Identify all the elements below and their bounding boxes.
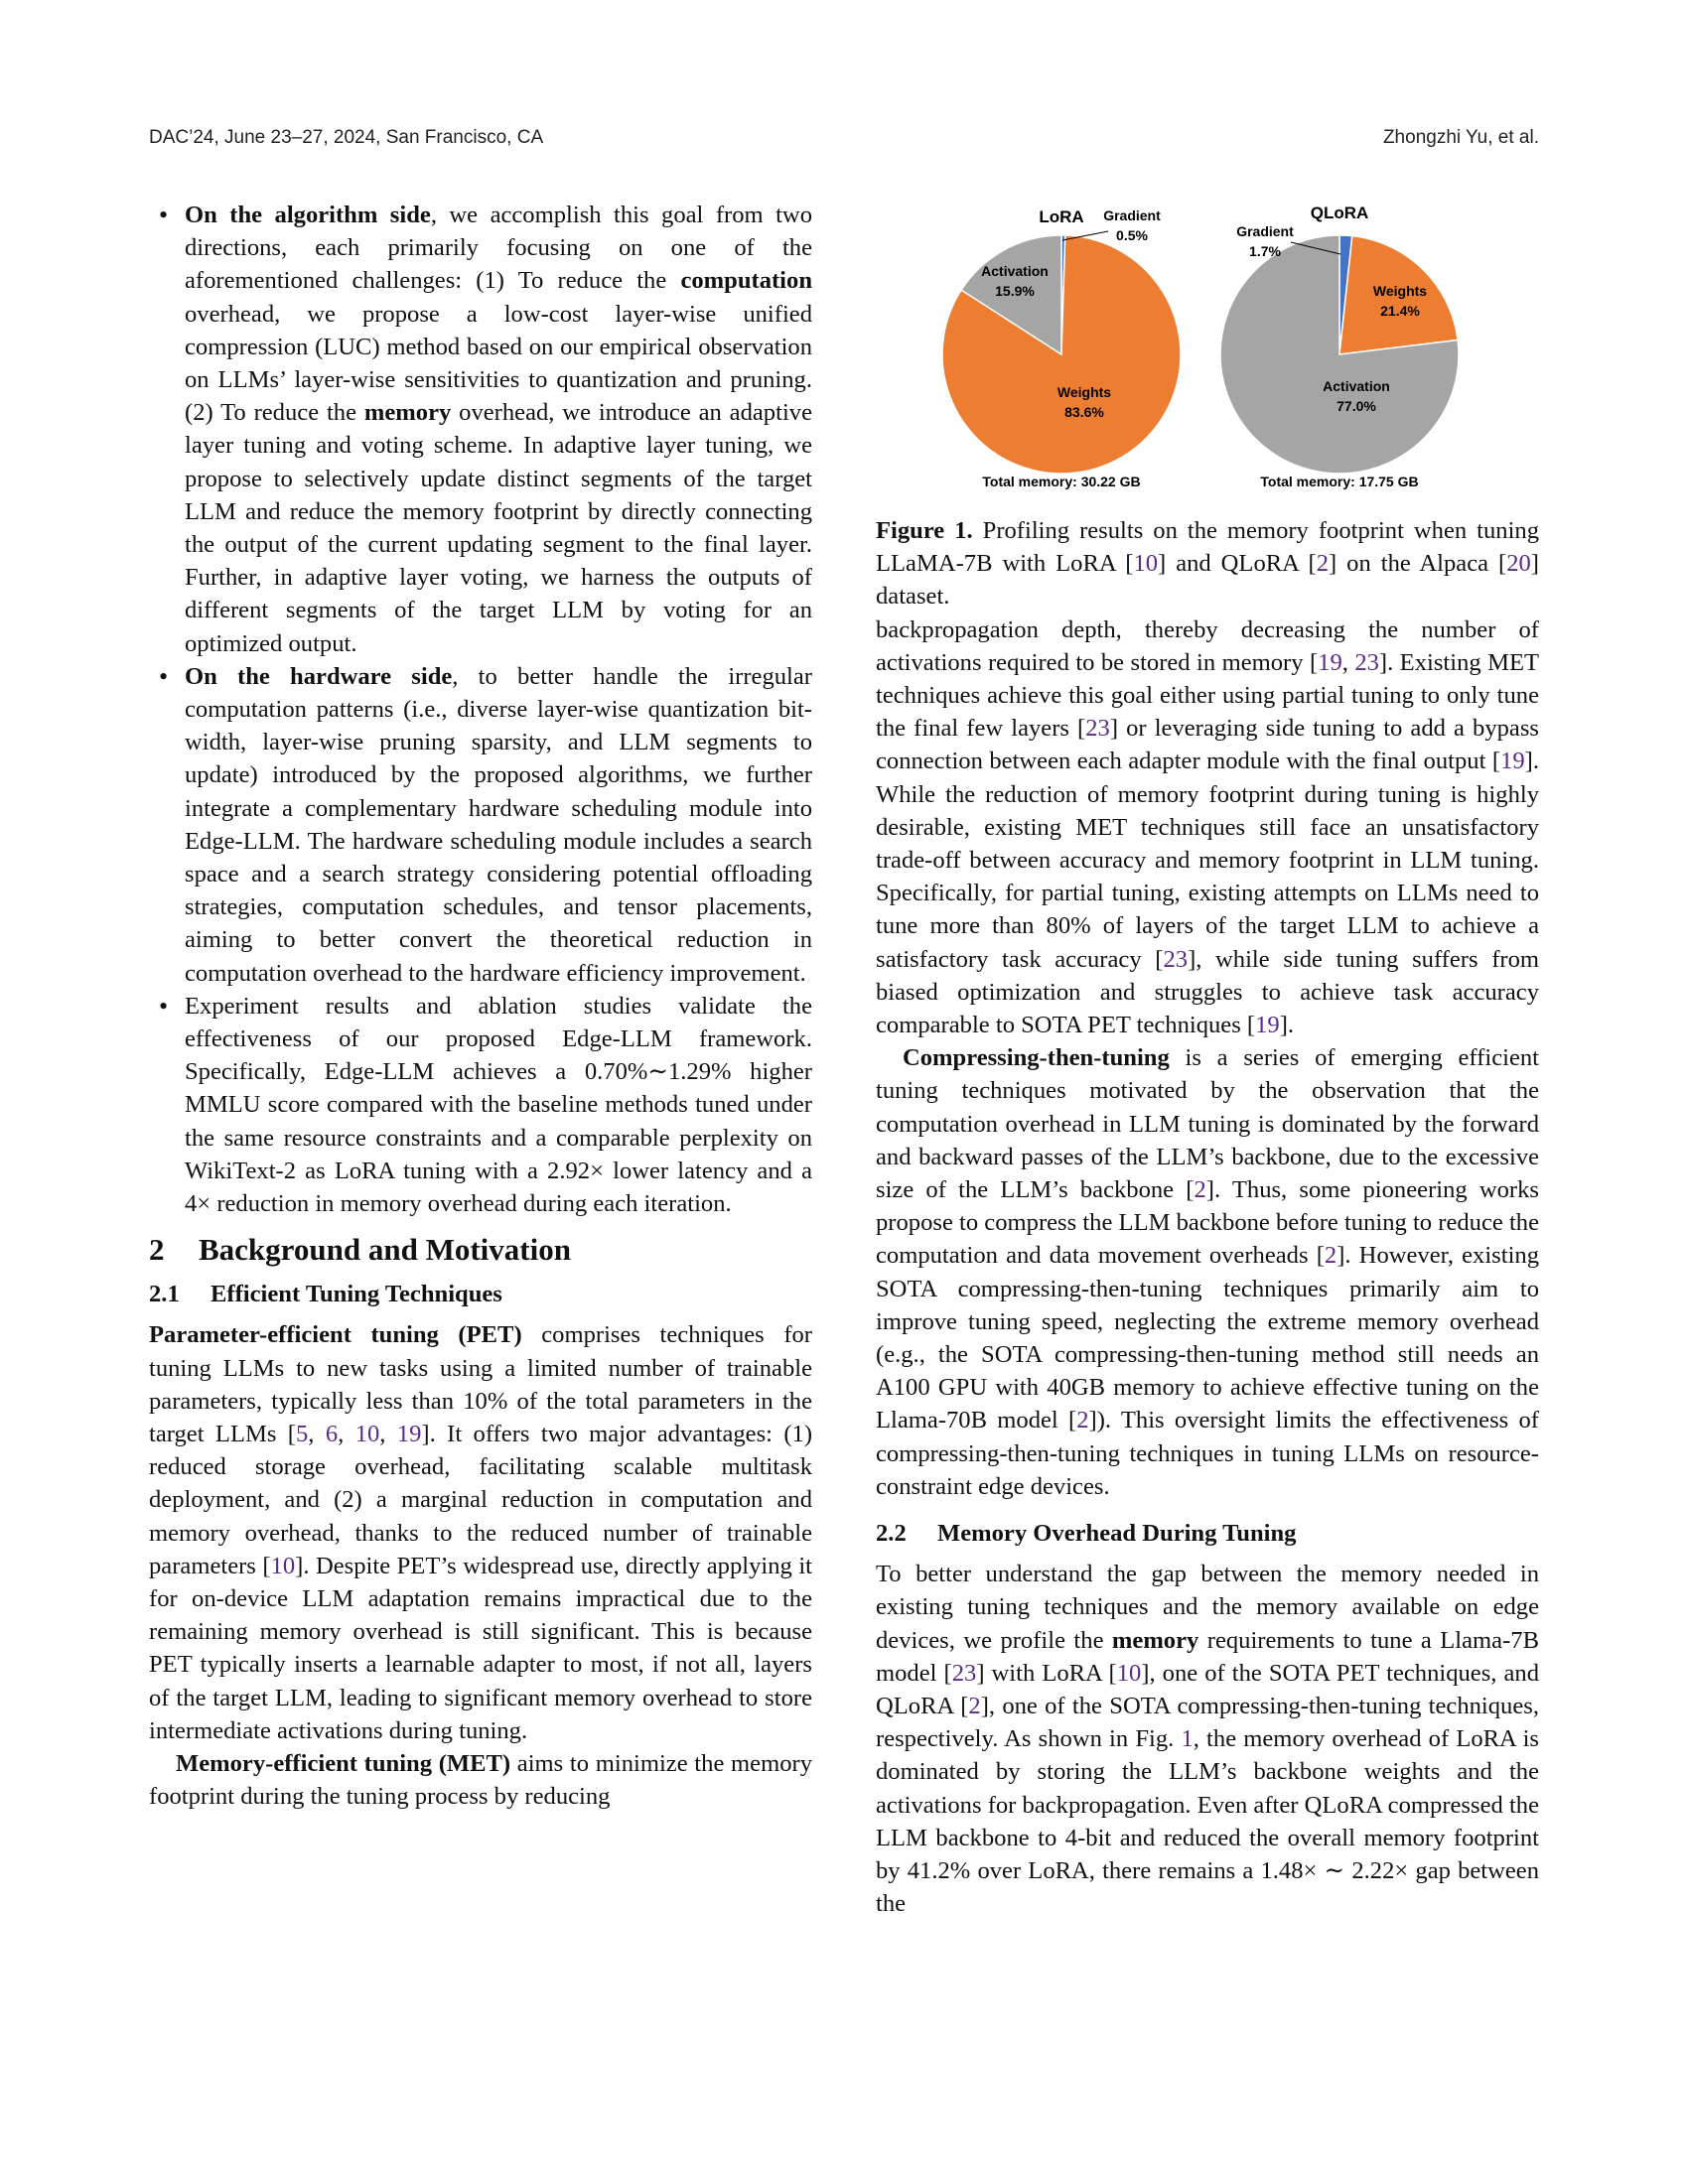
left-column [149,199,812,1813]
slice-label-name: Weights [1372,283,1428,299]
citation-link[interactable]: 5 [296,1420,309,1447]
list-item: • Experiment results and ablation studies validate the effectiveness of our proposed Edge-LLM framework. Specifically, Edge-LLM achieves a 0.70%∼1.29% higher MMLU score compared with the baseline methods tuned under the same resource constraints and a comparable perplexity on WikiText-2 as LoRA tuning with a 2.92× lower latency and a 4× reduction in memory overhead during each iteration. [185,990,812,1220]
citation-link[interactable]: 23 [951,1659,977,1687]
figure-1 [876,199,1539,514]
citation-link[interactable]: 19 [1255,1012,1280,1039]
running-header-left: DAC’24, June 23–27, 2024, San Francisco, CA [149,127,544,148]
qlora-pie [1220,235,1459,474]
citation-link[interactable]: 2 [1194,1176,1206,1204]
subsection-heading: 2.2 Memory Overhead During Tuning [876,1520,1297,1548]
citation-link[interactable]: 23 [1163,945,1189,973]
slice-label-value: 15.9% [995,283,1035,299]
citation-link[interactable]: 1 [1181,1725,1194,1753]
pie-footer: Total memory: 30.22 GB [982,474,1141,489]
citation-link[interactable]: 10 [354,1420,380,1447]
slice-label-name: Weights [1056,384,1112,400]
lora-pie [942,235,1181,474]
contribution-list [149,199,812,1220]
citation-link[interactable]: 2 [968,1692,981,1719]
list-item: • On the hardware side, to better handle the irregular computation patterns (i.e., diverse layer-wise quantization bit-width, layer-wise pruning sparsity, and LLM segments to update) introduced by the proposed algorithms, we further integrate a complementary hardware scheduling module into Edge-LLM. The hardware scheduling module includes a search space and a search strategy considering potential offloading strategies, computation schedules, and tensor placements, aiming to better convert the theoretical reduction in computation overhead to the hardware efficiency improvement. [185,660,812,990]
citation-link[interactable]: 23 [1354,648,1379,676]
pie-title: LoRA [1039,207,1084,226]
met-continued-paragraph: backpropagation depth, thereby decreasing the number of activations required to be stored in memory [19, 23]. Existing MET techniques achieve this goal either using partial tuning to only tune the final few layers [23] or leveraging side tuning to add a bypass connection between each adapter module with the final output [19]. While the reduction of memory footprint during tuning is highly desirable, existing MET techniques still face an unsatisfactory trade-off between accuracy and memory footprint in LLM tuning. Specifically, for partial tuning, existing attempts on LLMs need to tune more than 80% of layers of the target LLM to achieve a satisfactory task accuracy [23], while side tuning suffers from biased optimization and struggles to achieve task accuracy comparable to SOTA PET techniques [19]. [876,615,1539,1039]
right-column [876,199,1539,1920]
section-heading: 2 Background and Motivation [149,1232,571,1268]
citation-link[interactable]: 6 [325,1420,339,1447]
citation-link[interactable]: 19 [1318,648,1342,676]
legend-gradient-value: 0.5% [1116,227,1148,243]
slice-label-value: 83.6% [1064,404,1104,420]
legend-gradient-value: 1.7% [1249,243,1281,259]
citation-link[interactable]: 2 [1076,1407,1089,1434]
citation-link[interactable]: 20 [1506,550,1531,578]
legend-gradient-name: Gradient [1103,207,1161,223]
citation-link[interactable]: 2 [1316,550,1330,578]
running-header-right: Zhongzhi Yu, et al. [1382,127,1539,148]
citation-link[interactable]: 10 [270,1552,296,1579]
citation-link[interactable]: 19 [396,1420,422,1447]
figure-caption: Figure 1. Profiling results on the memory footprint when tuning LLaMA-7B with LoRA [10] and QLoRA [2] on the Alpaca [20] dataset. [876,517,1539,611]
list-item: • On the algorithm side, we accomplish this goal from two directions, each primarily focusing on one of the aforementioned challenges: (1) To reduce the computation overhead, we propose a low-cost layer-wise unified compression (LUC) method based on our empirical observation on LLMs’ layer-wise sensitivities to quantization and pruning. (2) To reduce the memory overhead, we introduce an adaptive layer tuning and voting scheme. In adaptive layer tuning, we propose to selectively update distinct segments of the target LLM and reduce the memory footprint by directly connecting the output of the current updating segment to the final layer. Further, in adaptive layer voting, we harness the outputs of different segments of the target LLM by voting for an optimized output. [185,199,812,660]
slice-label-value: 21.4% [1380,303,1420,319]
compressing-paragraph: Compressing-then-tuning is a series of emerging efficient tuning techniques motivated by the observation that the computation overhead in LLM tuning is dominated by the forward and backward passes of the LLM’s backbone, due to the excessive size of the LLM’s backbone [2]. Thus, some pioneering works propose to compress the LLM backbone before tuning to reduce the computation and data movement overheads [2]. However, existing SOTA compressing-then-tuning techniques primarily aim to improve tuning speed, neglecting the extreme memory overhead (e.g., the SOTA compressing-then-tuning method still needs an A100 GPU with 40GB memory to achieve effective tuning on the Llama-70B model [2]). This oversight limits the effectiveness of compressing-then-tuning techniques in tuning LLMs on resource-constraint edge devices. [876,1044,1540,1500]
legend-gradient-name: Gradient [1236,223,1294,239]
citation-link[interactable]: 10 [1133,550,1159,578]
citation-link[interactable]: 19 [1500,748,1525,775]
citation-link[interactable]: 2 [1324,1242,1337,1270]
pie-title: QLoRA [1310,204,1369,222]
slice-label-value: 77.0% [1336,398,1376,414]
citation-link[interactable]: 23 [1085,715,1110,743]
memory-overhead-paragraph: To better understand the gap between the memory needed in existing tuning techniques and the memory available on edge devices, we profile the memory requirements to tune a Llama-7B model [23] with LoRA [10], one of the SOTA PET techniques, and QLoRA [2], one of the SOTA compressing-then-tuning techniques, respectively. As shown in Fig. 1, the memory overhead of LoRA is dominated by storing the LLM’s backbone weights and the activations for backpropagation. Even after QLoRA compressed the LLM backbone to 4-bit and reduced the overall memory footprint by 41.2% over LoRA, there remains a 1.48× ∼ 2.22× gap between the [876,1561,1540,1918]
memory-pie-charts [876,199,1539,514]
met-paragraph: Memory-efficient tuning (MET) aims to minimize the memory footprint during the tuning process by reducing [149,1749,813,1811]
citation-link[interactable]: 10 [1116,1659,1142,1687]
subsection-heading: 2.1 Efficient Tuning Techniques [149,1281,502,1308]
slice-label-name: Activation [981,263,1049,279]
pet-paragraph: Parameter-efficient tuning (PET) comprises techniques for tuning LLMs to new tasks using a limited number of trainable parameters, typically less than 10% of the total parameters in the target LLMs [5, 6, 10, 19]. It offers two major advantages: (1) reduced storage overhead, facilitating scalable multitask deployment, and (2) a marginal reduction in computation and memory overhead, thanks to the reduced number of trainable parameters [10]. Despite PET’s widespread use, directly applying it for on-device LLM adaptation remains impractical due to the remaining memory overhead is still significant. This is because PET typically inserts a learnable adapter to most, if not all, layers of the target LLM, leading to significant memory overhead to store intermediate activations during tuning. [149,1321,813,1744]
slice-label-name: Activation [1323,378,1390,394]
pie-footer: Total memory: 17.75 GB [1260,474,1419,489]
